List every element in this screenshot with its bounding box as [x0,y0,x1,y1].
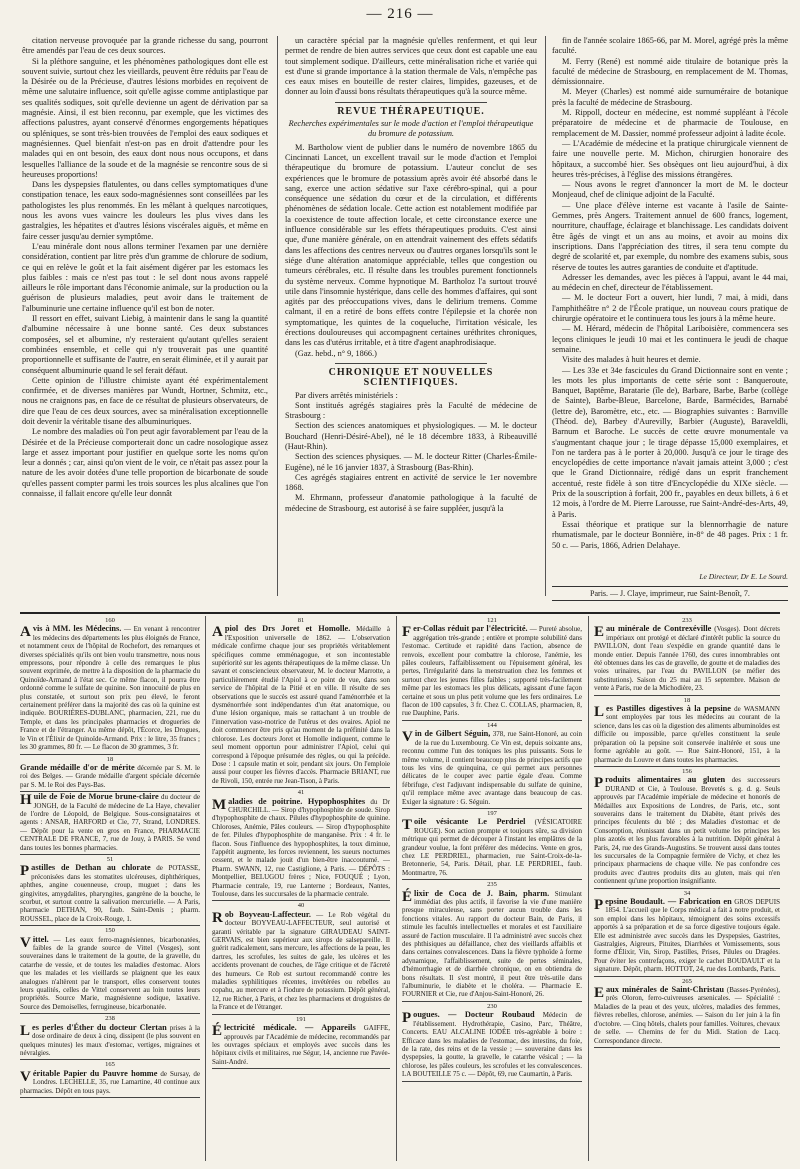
ad-text: du docteur de JONGH, de la Faculté de médecine de La Haye, chevalier de l'ordre de Léopold, de Belgique. Sous-consignataires et agents : ANSAR, HARFORD et Cie, 77, Strand, LONDRES. — Dépôt pour la vente en gros en France, PHARMACIE CENTRALE DE FRANCE, 7, rue de Jouy, à PARIS. Se vend dans toutes les bonnes pharmacies. [20,793,200,852]
ad-number: 233 [682,617,692,624]
advertisement [402,1002,582,1082]
paragraph: Cette opinion de l'illustre chimiste ayant été expérimentalement confirmée, et de diverses manières par Wundt, Hortner, Schmitz, etc., nous ne craignons pas, en face de ce résultat de plusieurs observateurs, de dire que l'eau de ces deux sources, avec sa minéralisation exceptionnelle doit devenir la véritable tisane des albuminuriques. [22,375,268,426]
ad-number: 40 [297,902,305,910]
ad-text: 378, rue Saint-Honoré, au coin de la rue du Luxembourg. Ce Vin est, depuis soixante ans, reconnu comme l'un des toniques les plus puissants. Sous le même volume, il contient beaucoup plus de principes actifs que tous les vins de quinquina, ce qui permet aux personnes délicates de le couper avec partie égale d'eau. Comme fébrifuge, c'est l'adjuvant indispensable du sulfate de quinine, qu'il remplace même avec avantage dans beaucoup de cas. Exiger la signature : G. Séguin. [402,730,582,806]
ad-initial: P [594,775,604,792]
ad-heading: lectricité médicale. — Appareils [224,1023,356,1033]
ad-number: 18 [683,696,691,704]
ad-initial: A [212,624,223,641]
paragraph: — Une place d'élève interne est vacante à l'asile de Sainte-Gemmes, près Angers. Traitement annuel de 600 francs, logement, nourriture, chauffage, éclairage et blanchissage. Les candidats doivent être âgés de vingt et un ans au moins, et avoir au moins dix inscriptions. Dans l'appréciation des titres, il sera tenu compte du degré de scolarité et, par exemple, du nombre des examens subis, sous réserve de toutes les autres garanties de conduite et d'aptitude. [552,200,788,272]
ad-initial: R [212,909,223,926]
advertisement [20,792,200,855]
advertisement [20,755,200,793]
section-2-text [285,391,537,515]
advertisement [212,788,390,901]
paragraph: Section des sciences physiques. — M. le docteur Ritter (Charles-Émile-Eugène), né le 16 janvier 1837, à Strasbourg (Bas-Rhin). [285,452,537,472]
paragraph: Si la pléthore sanguine, et les phénomènes pathologiques dont elle est souvent suivie, surtout chez les vieillards, peuvent être réduits par l'eau de la Désirée ou de la Précieuse, d'autres lésions morbides en reçoivent de même une salutaire influence, soit qu'elle agisse comme antiplastique par ses qualités sodiques, soit qu'elle devienne un agent de dérivation par sa magnésie. Ainsi, il est bien reconnu, par exemple, que les victimes des affections palustres, ayant conservé d'énormes engorgements hépatiques ou spléniques, se sont très-bien trouvées de l'emploi des eaux sodiques et magnésiennes. Quel bienfait n'est-on pas en droit d'attendre pour les malades qui en ont besoin, des eaux dont nous nous occupons, et dans lesquelles l'alliance de la soude et de la magnésie se rencontre sous de si heureuses proportions! [22,56,268,179]
ads-column-3 [402,616,582,1161]
ad-initial: L [20,1022,31,1039]
advertisement [20,855,200,926]
paragraph: fin de l'année scolaire 1865-66, par M. Morel, agrégé près la même faculté. [552,36,788,56]
ad-initial: H [20,792,32,809]
advertisement [20,1060,200,1098]
ad-number: 191 [296,1015,306,1023]
advertisement [402,616,582,721]
ad-text: de WASMANN sont employées par tous les médecins au courant de la science, dans les cas où la digestion des aliments albuminoïdes est difficile ou impossible, parce qu'elles constituent la seule préparation où la pepsine soit conservée inaltérée et sous une forme agréable au goût. — Rue Saint-Honoré, 151, à la pharmacie du Louvre et dans toutes les pharmacies. [594,705,780,764]
advertisement [212,901,390,1014]
ad-heading: aladies de poitrine. Hypophosphites [228,796,366,806]
ad-number: 18 [106,755,114,763]
advertisement [212,1015,390,1069]
ad-text: de POTASSE, préconisées dans les stomatites ulcéreuses, diphthériques, aphthes, angine couenneuse, croup, muguet ; dans les gingivites, amygdalites, pharyngites, gangrène de la bouche, le scorbut, et surtout contre la salivation mercurielle. — A Paris, pharmacie DETHAN, 90, faub. Saint-Denis ; pharm. ROUSSEL, place de la Croix-Rouge, 1. [20,864,200,923]
ad-initial: É [212,1023,223,1040]
ad-text: — Les eaux ferro-magnésiennes, bicarbonatées, faibles de la grande source de Vittel (Vosges), sont souveraines dans le traitement de la goutte, de la gravelle, du catarrhe de vessie, et de toutes les maladies d'estomac. Alors que les malades et les vieillards se plaignent que les eaux analogues n'altèrent par le transport, elles conservent toutes leurs qualités, celles de Vittel conservent au loin toutes leurs propriétés. Source Marie, magnésienne sodique, laxative. Source des Demoiselles, ferrugineuse, bicarbonatée. [20,935,200,1011]
paragraph: M. Rippoll, docteur en médecine, est nommé suppléant à l'école préparatoire de médecine et de pharmacie de Toulouse, en remplacement de M. Dassier, nommé professeur adjoint à ladite école. [552,108,788,138]
article-column-3 [552,36,788,576]
advertisement [402,721,582,809]
paragraph: Section des sciences anatomiques et physiologiques. — M. le docteur Bouchard (Henri-Désiré-Abel), né le 18 décembre 1833, à Ribeauvillé (Haut-Rhin). [285,421,537,451]
ads-separator [20,612,780,614]
ad-initial: V [20,934,31,951]
ad-text: (VÉSICATOIRE ROUGE). Son action prompte et toujours sûre, sa division métrique qui permet de découper à l'instant les emplâtres de la grandeur voulue, la font préférer des médecins. Vente en gros, chez LE PERDRIEL, pharmacien, rue Saint-Croix-de-la-Bretonnerie, 54, Paris. Détail, phar. LE PERDRIEL, faub. Montmartre, 76. [402,818,582,877]
paragraph: M. Bartholow vient de publier dans le numéro de novembre 1865 du Cincinnati Lancet, un excellent travail sur le mode d'action et l'emploi thérapeutique du bromure de potassium. L'auteur conclut de ses expériences que le bromure de potassium après avoir été absorbé dans le sang, exerce une action sédative sur l'axe cérébro-spinal, qui a pour conséquence une sédation du cœur et de la circulation, et différents phénomènes de sédation locale. Cette action est notablement modifiée par la coexistence de toute affection locale, et cette circonstance exerce une influence considérable sur les effets thérapeutiques produits. C'est ainsi que, d'une manière générale, on en attendrait vainement des effets sédatifs dans les affections des centres nerveux ou d'autres organes lorsqu'ils sont le siége d'une altération anatomique appréciable, telles que congestion ou tumeurs cérébrales, etc. Il résulte dans les troubles purement fonctionnels du système nerveux. Comme hypnotique M. Bartholoz l'a surtout trouvé utile dans l'insomnie hystérique, dans celle des hommes d'affaires, qui sont agités par des préoccupations vives, dans le delirium tremens. Comme calmant, il en a retiré de bons effets contre l'épilepsie et la chorée non symptomatique, les quintes de la coqueluche, l'irritation vésicale, les érections douloureuses qui accompagnent certaines uréthrites chroniques, dans les cas d'utérus irritable, et à titre d'agent anaphrodisiaque. [285,142,537,348]
advertisement [212,616,390,788]
article-column-1 [22,36,268,586]
ad-number: 34 [683,889,691,897]
ad-text: GROS DEPUIS 1854. L'accueil que le Corps médical a fait à notre produit, et son emploi dans les hôpitaux, témoignent des soins excessifs apportés à sa préparation et de sa force digestive toujours égale. Elle est administrée avec succès dans les Dyspepsies, Gastrites, Gastralgies, Aigreurs, Pituites, Diarrhées et Vomissements, sous forme d'Élixir, Vin, Sirop, Pastilles, Prises, Pilules ou Dragées. Pour éviter les contrefaçons, exiger le cachet BOUDAULT et la signature. Dépôt, pharm. HOTTOT, 24, rue des Lombards, Paris. [594,898,780,974]
ad-initial: É [402,888,413,905]
ad-initial: E [594,624,605,641]
ad-initial: P [402,1010,412,1027]
ad-text: (Basses-Pyrénées), près Oloron, ferro-cuivreuses arsenicales. — Spécialité : Maladies de la peau et des yeux, ulcères, maladies des femmes, fièvres rebelles, chlorose, anémies. — Saison du 1er juin à la fin d'octobre. — Cinq hôtels, chalets pour familles. Voitures, chevaux de selle. — Chemins de fer du Midi. Station de Lacq. Correspondance directe. [594,986,780,1045]
ad-heading: aux minérales de Saint-Christau [606,985,725,995]
advertisement [402,880,582,1002]
ad-heading: in de Gilbert Séguin, [414,729,491,739]
ad-initial: M [212,796,227,813]
ad-number: 238 [105,1015,115,1023]
ad-heading: oile vésicante Le Perdriel [414,817,526,827]
section-subtitle: Recherches expérimentales sur le mode d'action et l'emploi thérapeutique du bromure de potassium. [288,119,534,139]
ad-heading: es Pastilles digestives à la pepsine [606,704,731,714]
ad-heading: roduits alimentaires au gluten [605,775,726,785]
ad-initial: E [594,985,605,1002]
advertisement [594,977,780,1048]
paragraph: — M. le docteur Fort a ouvert, hier lundi, 7 mai, à midi, dans l'amphithéâtre n° 2 de l'École pratique, un nouveau cours pratique de chirurgie opératoire et le continuera tous les jours à la même heure. [552,293,788,324]
advertisement [594,696,780,767]
article-column-2 [285,36,537,600]
ad-heading: ob Boyveau-Laffecteur. [224,909,311,919]
ad-number: 230 [487,1002,497,1010]
advertisement [20,1014,200,1060]
paragraph: — M. Hérard, médecin de l'hôpital Lariboisière, commencera ses leçons cliniques le jeudi 10 mai et les continuera le jeudi de chaque semaine. [552,324,788,354]
ad-number: 144 [487,721,497,729]
paragraph: M. Meyer (Charles) est nommé aide surnuméraire de botanique près la faculté de médecine de Strasbourg. [552,87,788,107]
section-title-revue: REVUE THÉRAPEUTIQUE. [337,105,485,117]
paragraph: — Nous avons le regret d'annoncer la mort de M. le docteur Monjeaud, chef de clinique adjoint de la Faculté. [552,180,788,200]
ad-number: 160 [105,617,115,624]
ad-initial: F [402,624,412,641]
ads-column-4 [594,616,780,1161]
advertisement [594,767,780,889]
ad-number: 197 [487,809,497,817]
column-divider [588,616,589,1161]
advertisement [594,616,780,696]
ad-heading: vis à MM. les Médecins. [32,624,122,634]
ad-number: 41 [297,789,305,797]
ad-initial: P [20,863,30,880]
ad-number: 121 [487,617,497,624]
ad-initial: V [402,729,413,746]
column-2-intro: un caractère spécial par la magnésie qu'elles renferment, et qui leur permet de rendre de bien autres services que ceux dont est capable une eau tout simplement sodique. D'ailleurs, cette minéralisation riche et variée qui est d'une si grande importance à la station thermale de Vals, n'empêche pas ces eaux mises en bouteille de rester claires, limpides, gazeuses, et de donner au loin d'aussi bons résultats thérapeutiques qu'à la source même. [285,36,537,97]
paragraph: Il ressort en effet, suivant Liebig, à maintenir dans le sang la quantité d'albumine nécessaire à une bonne santé. Ces deux substances composées, sel et albumine, n'y resteraient qu'autant qu'elles seraient combinées ensemble, et celle qui n'y trouverait pas une quantité proportionnelle et suffisante de l'autre, en serait éliminée, et il y aurait par conséquent albuminurie quand le sel ferait défaut. [22,314,268,375]
ad-number: 165 [105,1061,115,1069]
ad-text: des successeurs DURAND et Cie, à Toulouse. Brevetés s. g. d. g. Seuls approuvés par l'Académie impériale de médecine et honorés de Médailles aux Expositions de Londres, de Paris, etc., sont souverains dans le traitement du Diabète, étant privés des principes féculents du blé ; des Maladies d'estomac et de Consomption, réunissant dans un petit volume les principes les plus azotés et les plus favorables à la nutrition. Dépôt général à Paris, 24, rue des Grands-Augustins. Se trouvent aussi dans toutes les succursales de la Compagnie fermière de Vichy, et chez les principaux pharmaciens de chaque ville. Ne pas confondre ces produits avec d'autres produits dits au gluten, mais qui n'en contiennent qu'une proportion insignifiante. [594,776,780,886]
ad-initial: V [20,1068,31,1085]
ad-heading: es perles d'Éther du docteur Clertan [32,1022,167,1032]
ad-initial: A [20,624,31,641]
ad-text: — Le Rob végétal du docteur BOYVEAU-LAFFECTEUR, seul autorisé et garanti véritable par la signature GIRAUDEAU SAINT-GERVAIS, est bien supérieur aux sirops de salsepareille. Il guérit radicalement, sans mercure, les affections de la peau, les dartres, les scrofules, les suites de gale, les ulcères et les accidents provenant de couches, de l'âge critique et de l'âcreté des humeurs. Ce Rob est surtout recommandé contre les maladies syphilitiques récentes, invétérées ou rebelles au copahu, au mercure et à l'iodure de potassium. Dépôt général, 12, rue Richer, à Paris, et chez les pharmaciens et droguistes de la France et de l'étranger. [212,910,390,1012]
column-divider [545,36,546,596]
ad-text: décernée par S. M. le roi des Belges. — Grande médaille d'argent spéciale décernée par S. M. le Roi des Pays-Bas. [20,763,200,789]
advertisement [20,926,200,1014]
column-divider [205,616,206,1161]
paragraph: Le nombre des maladies où l'on peut agir favorablement par l'eau de la Désirée et de la Précieuse comporterait donc un cadre nosologique assez large et assez important pour justifier en quelque sorte les noms qu'on leur a donnés ; car, ainsi qu'on vient de le voir, ce n'était pas assez pour la nature de les avoir dotées d'une telle proportion de bicarbonate de soude qu'elles passent compter parmi les trois sources les plus alcalines que l'on connaisse, il fallait encore qu'elle leur donnât [22,427,268,499]
paragraph: M. Ferry (René) est nommé aide titulaire de botanique près la faculté de médecine de Strasbourg, en remplacement de M. Thomas, démissionnaire. [552,56,788,87]
ad-number: 265 [682,977,692,985]
ad-number: 150 [105,927,115,935]
ad-text: (Vosges). Dont décrets impériaux ont protégé et déclaré d'intérêt public la source du PAVILLON, dont l'eau s'expédie en grande quantité dans le monde entier. Depuis l'année 1760, des cures innombrables ont été obtenues dans les cas de gravelle, de goutte et de maladies des voies urinaires, par l'eau du PAVILLON (se méfier des substitutions). Saison du 25 mai au 15 septembre. Maison de vente à Paris, rue de la Michodière, 23. [594,625,780,693]
ad-heading: lixir de Coca de J. Bain, pharm. [414,888,550,898]
ad-heading: er-Collas réduit par l'électricité. [413,624,528,634]
ads-column-2 [212,616,390,1161]
paragraph: Sont institués agrégés stagiaires près la Faculté de médecine de Strasbourg : [285,400,537,421]
paragraph: Adresser les demandes, avec les pièces à l'appui, avant le 44 mai, au médecin en chef, directeur de l'établissement. [552,272,788,293]
printer-line: Paris. — J. Claye, imprimeur, rue Saint-Benoît, 7. [552,586,788,601]
column-divider [396,616,397,1161]
ad-text: de Sursay, de Londres. LECHELLE, 35, rue Lamartine, 40 continue aux pharmacies. Dépôt en tous pays. [20,1069,200,1095]
ad-text: prises à la dose ordinaire de deux à cinq, dissipent (le plus souvent en quelques minutes) les maux d'estomac, vertiges, migraines et névralgies. [20,1023,200,1057]
ad-heading: ittel. [32,934,49,944]
advertisement [402,809,582,880]
ad-heading: astilles de Dethan au chlorate [31,863,151,873]
ad-initial: T [402,817,413,834]
paragraph: Dans les dyspepsies flatulentes, ou dans celles symptomatiques d'une constipation tenace, les eaux sodo-magnésiennes sont conseillées par les pathologistes les plus renommés. En les mêlant à quelques narcotiques, nous les avons vues vaincre les douleurs les plus vives dans les gastralgies, les hépatites et d'autres lésions viscérales aiguës, et même en faire cesser jusqu'au dernier symptôme. [22,180,268,241]
paragraph: (Gaz. hebd., n° 9, 1866.) [295,348,377,358]
ad-text: Médecin de l'établissement. Hydrothérapie, Casino, Parc, Théâtre, Concerts. EAU ALCALINE IODÉE très-agréable à boire : Efficace dans les maladies de l'estomac, des intestins, du foie, de la rate, des reins et de la vessie ; — souveraine dans les dyspepsies, la goutte, la gravelle, le catarrhe vésical ; — la chlorose, les pâles couleurs, les scrofules et les convalescences. LA BOUTEILLE 75 c. — Dépôt, 69, rue Caumartin, à Paris. [402,1011,582,1079]
ad-text: Stimulant immédiat des plus actifs, il favorise la vie d'une manière presque miraculeuse, sans porter aucun trouble dans les fonctions vitales. Au rapport du docteur Bain, de Paris, il stimule les facultés intellectuelles et morales et est l'auxiliaire assuré de l'action musculaire. Il l'a administré avec succès chez des phthisiques au défaillance, chez des vieillards affaiblis et dans certaines convalescences. Dans la fièvre typhoïde à forme adynamique, l'affaiblissement, suite de pertes séminales, d'hémorrhagie et de diarrhée chronique, on en obtiendra de bons résultats. Il s'est montré, il peut être très-utile dans l'albuminurie, le diabète et le choléra. — Pharmacie E. FOURNIER et Cie, rue d'Anjou-Saint-Honoré, 26. [402,889,582,999]
ad-number: 81 [297,617,305,624]
ad-heading: au minérale de Contrexéville [606,624,712,634]
paragraph: citation nerveuse provoquée par la grande richesse du sang, pourront être amendés par l'eau de ces deux sources. [22,36,268,56]
ad-text: — En venant à rencontrer les médecins des départements les plus éloignés de France, et notamment ceux de l'hôpital de Rochefort, des remarques et diverses spécialités qu'ils ont bien voulu transmettre, nous nous empressons, pour répondre à celle des remarques le plus souvent exprimée, de mettre à la disposition de la pharmacie du Quinoïde-Armand à l'état sec. Ce même flacon, il pourra être ordonné comme le sulfate de quinine. Son innocuité de plus en plus constatée, et surtout son prix peu élevé, le feront certainement préférer dans la majorité des cas où la quinine est indiquée. BOURIÈRES-DUBLANC, pharmacien, 221, rue du Temple, et dans les principales pharmacies et drogueries de France et de l'étranger. Au même dépôt, l'Écorce, les Drogues, le Vin et l'Élixir de Quinoïde-Armand. Prix : le litre, 35 francs ; les 30 grammes, 80 fr. — Le flacon de 30 grammes, 3 fr. [20,625,200,752]
ad-text: GAIFFE, approuvés par l'Académie de médecine, recommandés par les ouvrages spéciaux et employés avec succès dans les hôpitaux civils et militaires, rue Ségur, 14, ancienne rue Pavée-Saint-André. [212,1024,390,1066]
paragraph: Visite des malades à huit heures et demie. [562,355,701,365]
ad-heading: éritable Papier du Pauvre homme [32,1068,158,1078]
advertisement [20,616,200,755]
ad-heading: Grande médaille d'or de mérite [20,762,135,772]
ad-number: 51 [106,855,114,863]
director-signature: Le Directeur, Dr E. Le Sourd. [699,572,788,581]
ad-text: du Dr CHURCHILL. — Sirop d'hypophosphite de soude. Sirop d'hypophosphite de chaux. Pilules d'hypophosphite de quinine. Chloroses, Anémie, Pâles couleurs. — Sirop d'hypophosphite de fer. Pilules d'hypophosphite de manganèse. Prix : 4 fr. le flacon. Sous l'influence des hypophosphites, la toux diminue, l'appétit augmente, les forces reviennent, les sueurs nocturnes cessent, et le malade jouit d'un bien-être inaccoutumé. — Pharm. SWANN, 12, rue Castiglione, à Paris. — DÉPÔTS : Montpellier, BELUGOU frères ; Nice, FOUQUÉ ; Lyon, Pharmacie centrale, 19, rue Lanterne ; Bordeaux, Nantes, Toulouse, dans les succursales de la pharmacie centrale. [212,797,390,898]
ad-heading: ougues. — Docteur Roubaud [413,1010,535,1020]
paragraph: M. Ehrmann, professeur d'anatomie pathologique à la faculté de médecine de Strasbourg, est autorisé à se faire suppléer, jusqu'à la [285,493,537,513]
ad-heading: piol des Drs Joret et Homolle. [224,624,351,634]
paragraph: L'eau minérale dont nous allons terminer l'examen par une dernière considération, contient par litre près d'un gramme de chlorure de sodium, ce qui en relève le goût et la fait aisément digérer par les estomacs les plus faibles : mais ce n'est pas tout : le sel dont nous avons rappelé ailleurs le rôle important dans l'économie animale, sur la production ou la guérison de plusieurs maladies, peut avoir dans le traitement de l'albuminurie une certaine influence qu'il est bon de noter. [22,241,268,313]
paragraph: Ces agrégés stagiaires entrent en activité de service le 1er novembre 1868. [285,472,537,493]
section-1-text [285,143,537,359]
ad-initial: L [594,704,605,721]
advertisement [594,889,780,977]
ad-number: 235 [487,881,497,889]
ad-number: 156 [682,767,692,775]
paragraph: Essai théorique et pratique sur la blennorrhagie de nature rhumatismale, par le docteur Bonnière, in-8° de 48 pages. Prix : 1 fr. 50 c. — Paris, 1866, Adrien Delahaye. [552,519,788,550]
divider [335,102,487,103]
ad-initial: P [594,897,604,913]
ad-heading: epsine Boudault. — Fabrication en [605,897,732,906]
ads-column-1 [20,616,200,1161]
paragraph: — Les 33e et 34e fascicules du Grand Dictionnaire sont en vente ; les mots les plus importants de cette série sont : Banqueroute, Banquet, Baptême, Baratarie (île de), Barbare, Barbe, Barbe (collège de Sainte), Barbe-Bleue, Barcelone, Barde, Barmécides, Barnabé (lettre de), Baromètre, etc., etc. — Biographies suivantes : Barnville (Théod. de), Barbey d'Aurevilly, Barbier (Auguste), Baraveldli, Barnum et Baroche. Le succès de cette œuvre monumentale va s'augmentant chaque jour ; le tirage dépasse 15,000 exemplaires, et l'on ne tardera pas à le porter à 20,000. Jusqu'à ce jour le tirage des encyclopédies de cette importance n'avait jamais atteint 3,000 ; c'est que le Grand Dictionnaire, rédigé dans un esprit franchement accentué, reste fidèle à son titre d'Encyclopédie du XIXe siècle. — Prix de la souscription à forfait, 200 fr., payables en deux billets, à 6 et 12 mois, à l'ordre de M. Pierre Larousse, rue Saint-André-des-Arts, 49, à Paris. [552,365,788,519]
paragraph: — L'Académie de médecine et la pratique chirurgicale viennent de faire une nouvelle perte. M. Michon, chirurgien honoraire des hôpitaux, a succombé hier. Ses obsèques ont lieu aujourd'hui, à dix heures très-précises, à l'église des missions étrangères. [552,138,788,179]
ad-text: — Pureté absolue, aggrégation très-grande ; entière et prompte solubilité dans l'estomac. Certitude et rapidité dans l'action, absence de renvois, excellent pour combattre la chlorose, l'anémie, les pâles couleurs, l'affaiblissement ou l'épuisement général, les pertes, l'irrégularité dans la menstruation chez les femmes et surtout chez les jeunes filles faibles ; supporté très-facilement même par les estomacs les plus délicats, agissant d'une façon certaine et sous un plus petit volume que les fers ordinaires. Le flacon de 100 capsules, 3 fr. Chez C. COLLAS, pharmacien, 8, rue Dauphine, Paris. [402,625,582,718]
ad-heading: uile de Foie de Morue brune-claire [33,792,159,802]
column-divider [277,36,278,596]
section-title-chronique: CHRONIQUE ET NOUVELLES SCIENTIFIQUES. [328,366,494,389]
ad-text: Médaille à l'Exposition universelle de 1862. — L'observation médicale confirme chaque jour ses propriétés véritablement spécifiques comme emménagogue, et son incontestable supériorité sur les agents thérapeutiques de la même classe. Un savant et consciencieux observateur, M. le docteur Marrotte, a particulièrement étudié l'Apiol à ce point de vue, dans son service de l'hôpital de la Pitié et en ville. Il résulte de ses observations que le succès est assuré quand l'aménorrhée et la dysménorrhée sont indépendantes d'un état anatomique, ou d'une lésion organique, mais se rattachant à un trouble de l'innervation vaso-motrice de l'utérus et des ovaires. Apiol ne doit commencer être pris qu'au moment de la préfinité dans la chlorose. Les docteurs Joret et Homolle indiquent, comme le seul moment opportun pour administrer l'Apiol, celui qui correspond à l'époque présumée des règles, ou qui la précède. Dose : 1 capsule matin et soir, pendant six jours. On l'emploie aussi pour couper les fièvres d'accès. Pharmacie BRIANT, rue de Rivoli, 150, entrée rue Jean-Tison, à Paris. [212,625,390,785]
divider [335,363,487,364]
page-number: — 216 — [366,6,434,22]
paragraph: Par divers arrêtés ministériels : [295,390,398,400]
